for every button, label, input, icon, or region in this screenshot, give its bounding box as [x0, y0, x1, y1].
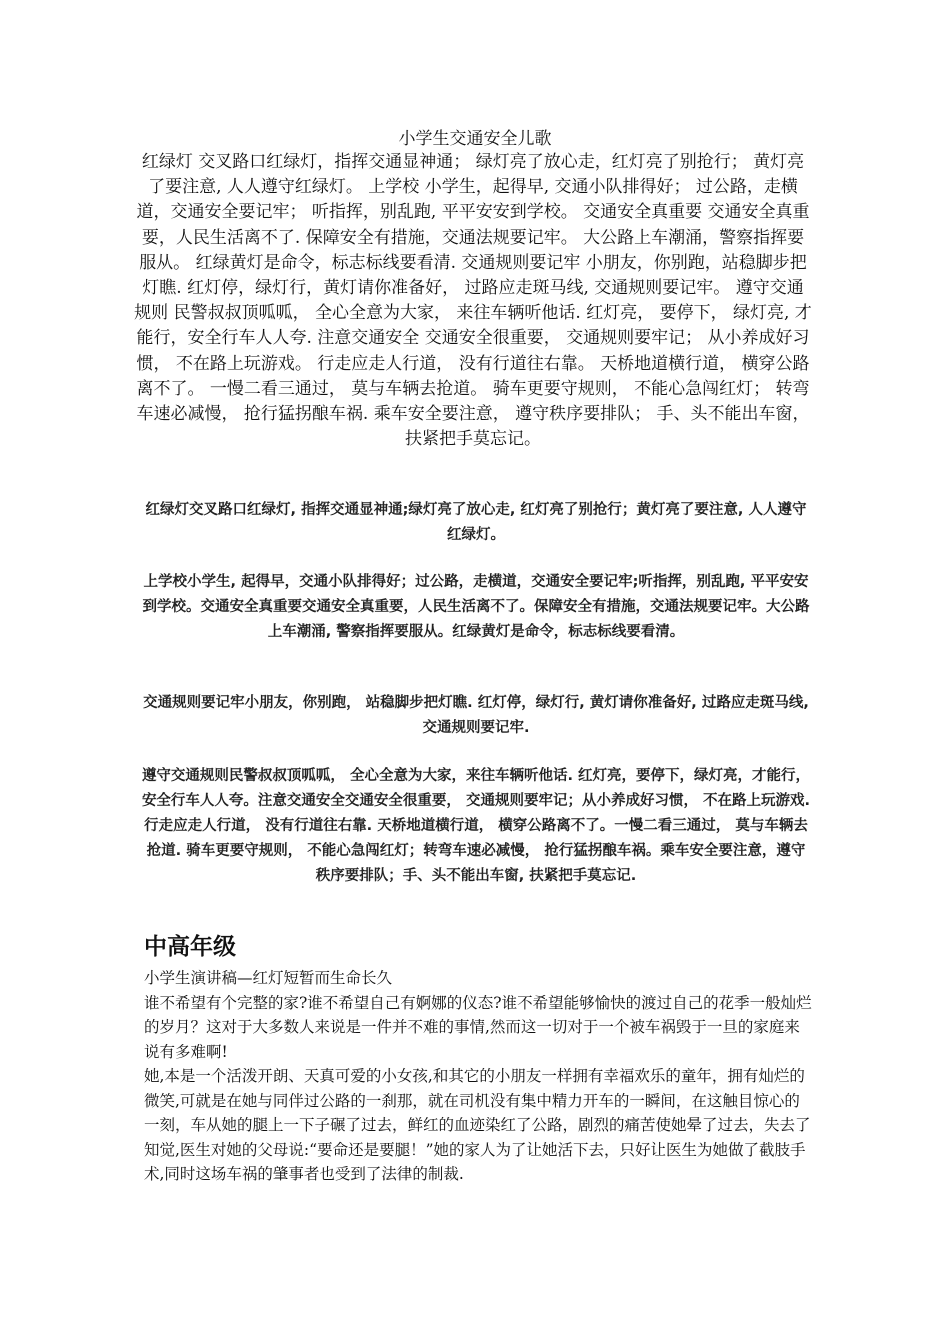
bold-paragraph-obey-rules: 遵守交通规则民警叔叔顶呱呱， 全心全意为大家，来往车辆听他话. 红灯亮，要停下，绿灯亮，才能行，安全行车人人夸。注意交通安全交通安全很重要， 交通规则要牢记；从小养成好习惯， 不在路上玩游戏. 行走应走人行道， 没有行道往右靠. 天桥地道横行道， 横穿公路离不了。一慢二看三通过， 莫与车辆去抢道. 骑车更要守规则， 不能心急闯红灯；转弯车速必减慢， 抢行猛拐酿车祸。乘车安全要注意，遵守秩序要排队；手、头不能出车窗, 扶紧把手莫忘记. — [141, 768, 811, 884]
speech-title: 小学生演讲稿—红灯短暂而生命长久 — [144, 969, 393, 987]
bold-paragraph-traffic-light: 红绿灯交叉路口红绿灯, 指挥交通显神通;绿灯亮了放心走, 红灯亮了别抢行；黄灯亮了要注意, 人人遵守红绿灯。 — [145, 502, 807, 543]
section-heading: 中高年级 — [144, 934, 236, 960]
bold-paragraph-rules: 交通规则要记牢小朋友，你别跑， 站稳脚步把灯瞧. 红灯停，绿灯行, 黄灯请你准备好, 过路应走斑马线, 交通规则要记牢. — [143, 695, 809, 736]
song-title: 小学生交通安全儿歌 — [398, 129, 552, 149]
speech-paragraph: 谁不希望有个完整的家?谁不希望自己有婀娜的仪态?谁不希望能够愉快的渡过自己的花季一般灿烂的岁月？这对于大多数人来说是一件并不难的事情,然而这一切对于一个被车祸毁于一旦的家庭来说有多难啊! — [144, 993, 812, 1061]
speech-paragraph: 她,本是一个活泼开朗、天真可爱的小女孩,和其它的小朋友一样拥有幸福欢乐的童年，拥有灿烂的微笑,可就是在她与同伴过公路的一刹那，就在司机没有集中精力开车的一瞬间，在这触目惊心的一刻，车从她的腿上一下子碾了过去，鲜红的血迹染红了公路，剧烈的痛苦使她晕了过去，失去了知觉,医生对她的父母说:“要命还是要腿！”她的家人为了让她活下去，只好让医生为她做了截肢手术,同时这场车祸的肇事者也受到了法律的制裁. — [144, 1067, 811, 1183]
bold-paragraph-school: 上学校小学生, 起得早，交通小队排得好；过公路，走横道，交通安全要记牢;听指挥，别乱跑, 平平安安到学校。交通安全真重要交通安全真重要，人民生活离不了。保障安全有措施，交通法规要记牢。大公路上车潮涌, 警察指挥要服从。红绿黄灯是命令，标志标线要看清。 — [142, 574, 810, 640]
speech-section — [144, 966, 814, 1187]
song-body: 红绿灯 交叉路口红绿灯，指挥交通显神通； 绿灯亮了放心走，红灯亮了别抢行； 黄灯亮了要注意, 人人遵守红绿灯。 上学校 小学生，起得早, 交通小队排得好； 过公路，走横道，交通安全要记牢； 听指挥，别乱跑, 平平安安到学校。 交通安全真重要 交通安全真重要，人民生活离不了. 保障安全有措施，交通法规要记牢。 大公路上车潮涌，警察指挥要服从。 红绿黄灯是命令，标志标线要看清. 交通规则要记牢 小朋友，你别跑，站稳脚步把灯瞧. 红灯停，绿灯行，黄灯请你准备好， 过路应走斑马线, 交通规则要记牢。 遵守交通规则 民警叔叔顶呱呱， 全心全意为大家， 来往车辆听他话. 红灯亮， 要停下， 绿灯亮, 才能行，安全行车人人夸. 注意交通安全 交通安全很重要， 交通规则要牢记； 从小养成好习惯， 不在路上玩游戏。 行走应走人行道， 没有行道往右靠。 天桥地道横行道， 横穿公路离不了。 一慢二看三通过， 莫与车辆去抢道。 骑车更要守规则， 不能心急闯红灯； 转弯车速必减慢， 抢行猛拐酿车祸. 乘车安全要注意， 遵守秩序要排队； 手、头不能出车窗，扶紧把手莫忘记。 — [134, 152, 812, 450]
